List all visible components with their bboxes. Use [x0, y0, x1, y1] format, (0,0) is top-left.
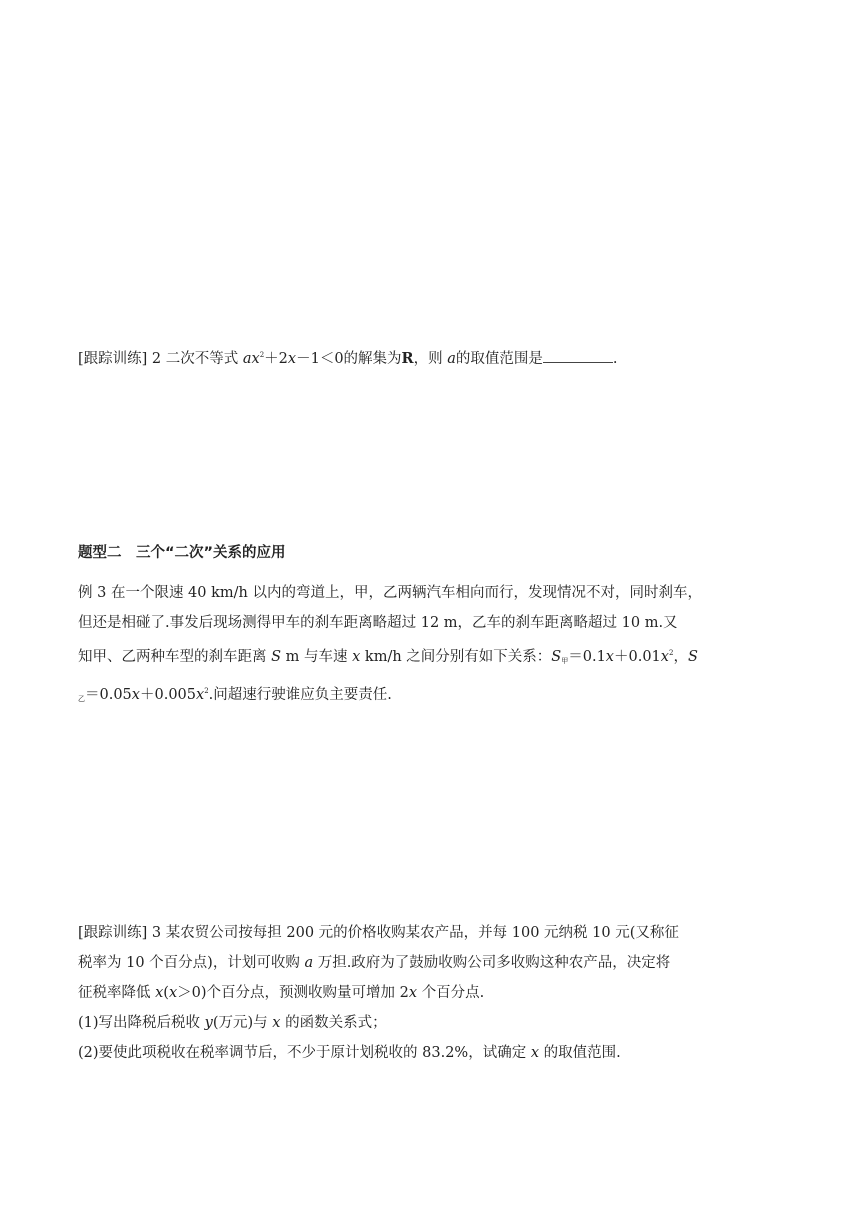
subscript-yi: 乙	[78, 695, 85, 703]
question-2-text-a: (2)要使此项税收在税率调节后，不少于原计划税收的 83.2%，试确定	[78, 1045, 527, 1061]
question-2-text-b: 的取值范围.	[543, 1045, 621, 1061]
exercise-3-line-2: 税率为 10 个百分点)，计划可收购 a 万担.政府为了鼓励收购公司多收购这种农产品，决定将	[78, 955, 671, 971]
real-set-symbol: R	[401, 350, 414, 367]
exercise-2-text-c: ，则	[413, 351, 443, 367]
example-3-question: .问超速行驶谁应负主要责任.	[208, 687, 392, 703]
tracking-exercise-2	[78, 340, 790, 374]
question-1-text-b: (万元)与	[212, 1015, 268, 1031]
answer-blank	[543, 350, 613, 363]
exercise-3-text-b: 万担.政府为了鼓励收购公司多收购这种农产品，决定将	[317, 955, 671, 971]
exercise-2-line: [跟踪训练] 2 二次不等式 $ax^2+2x-1<0$的解集为R，则 a的取值范围是 .	[78, 350, 618, 367]
question-1-text-a: (1)写出降税后税收	[78, 1015, 201, 1031]
exercise-3-text-c: 征税率降低	[78, 985, 151, 1001]
exercise-3-text-a: 税率为 10 个百分点)，计划可收购	[78, 955, 300, 971]
section-heading	[78, 538, 790, 568]
example-3-line-2: 但还是相碰了.事发后现场测得甲车的刹车距离略超过 12 m，乙车的刹车距离略超过 10 m.又	[78, 615, 678, 631]
exercise-2-label: [跟踪训练] 2	[78, 351, 162, 367]
exercise-3-question-2: (2)要使此项税收在税率调节后，不少于原计划税收的 83.2%，试确定 x 的取值范围.	[78, 1045, 621, 1061]
exercise-3-text-e: 个百分点.	[421, 985, 485, 1001]
subscript-jia: 甲	[561, 657, 569, 665]
exercise-3-text-d: 个百分点，预测收购量可增加 2	[206, 985, 409, 1001]
exercise-3-question-1: (1)写出降税后税收 y(万元)与 x 的函数关系式；	[78, 1015, 387, 1031]
example-3-line-3: 知甲、乙两种车型的刹车距离 S m 与车速 x km/h 之间分别有如下关系：$S_甲=0.1x+0.01x^2$，S	[78, 649, 698, 665]
example-3-line-1: 例 3 在一个限速 40 km/h 以内的弯道上，甲，乙两辆汽车相向而行，发现情况不对，同时刹车，	[78, 585, 702, 601]
section-title: 题型二 三个“二次”关系的应用	[78, 545, 286, 561]
exercise-2-text-a: 二次不等式	[165, 351, 239, 367]
tracking-exercise-3	[78, 918, 790, 1068]
example-3	[78, 578, 790, 714]
exercise-2-text-d: 的取值范围是	[455, 351, 543, 367]
example-3-text-b: m 与车速	[285, 649, 348, 665]
exercise-2-end: .	[612, 351, 618, 367]
question-1-text-c: 的函数关系式；	[285, 1015, 387, 1031]
exercise-3-line-3: 征税率降低 x(x＞0)个百分点，预测收购量可增加 2x 个百分点.	[78, 985, 485, 1001]
example-3-text-c: km/h 之间分别有如下关系：	[364, 649, 552, 665]
example-3-text-a: 知甲、乙两种车型的刹车距离	[78, 649, 267, 665]
exercise-2-text-b: 的解集为	[343, 351, 402, 367]
example-3-line-4: $_乙=0.05x+0.005x^2$.问超速行驶谁应负主要责任.	[78, 687, 392, 703]
exercise-3-line-1: [跟踪训练] 3 某农贸公司按每担 200 元的价格收购某农产品，并每 100 元纳税 10 元(又称征	[78, 925, 679, 941]
